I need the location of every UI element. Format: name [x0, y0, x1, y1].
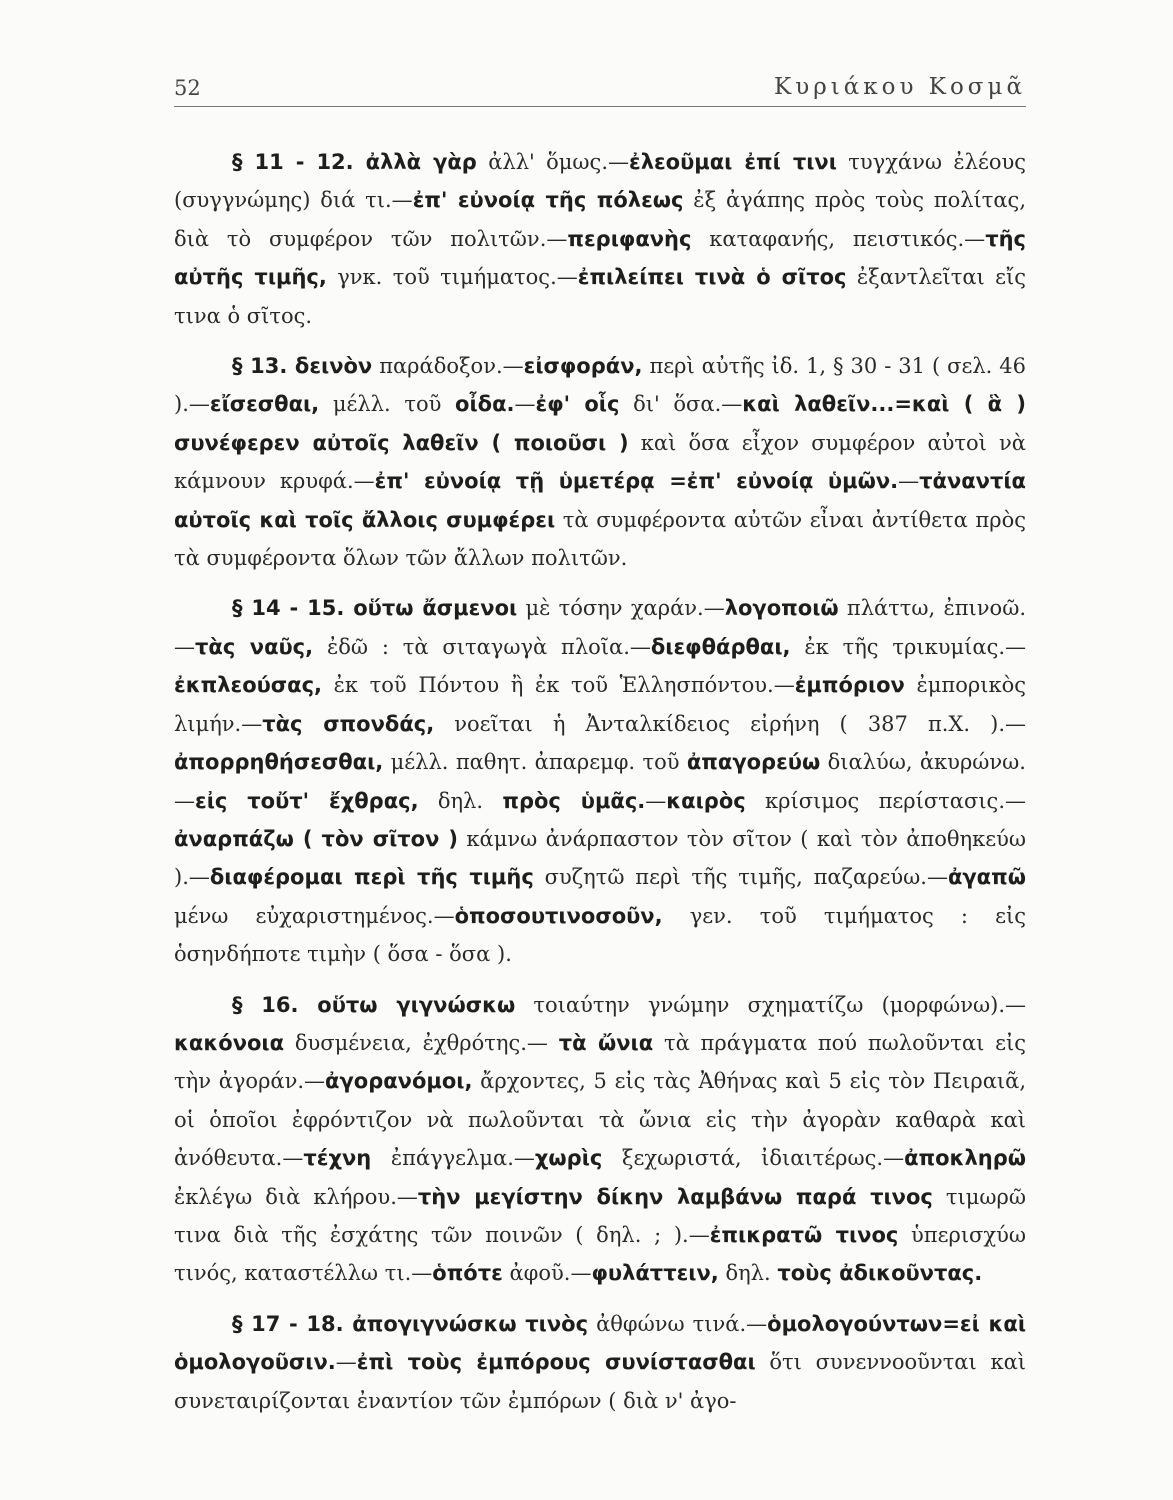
gloss-text: περὶ αὐτῆς ἰδ. 1, § 30 - 31 ( σελ. 46 ).—	[174, 354, 1026, 417]
gloss-text: συζητῶ περὶ τῆς τιμῆς, παζαρεύω.—	[533, 865, 948, 890]
gloss-text: καὶ ὅσα εἶχον συμφέρον αὐτοὶ νὰ κάμνουν κρυφά.—	[174, 430, 1026, 494]
lemma-term: ἐπ' εὐνοίᾳ τῆς πόλεως	[412, 188, 684, 213]
lemma-term: τοὺς ἀδικοῦντας.	[777, 1261, 983, 1286]
gloss-text: τὰ πράγματα πού πωλοῦνται εἰς τὴν ἀγοράν.—	[174, 1030, 1026, 1094]
gloss-text: ἐξ ἀγάπης πρὸς τοὺς πολίτας, διὰ τὸ συμφέρον τῶν πολιτῶν.—	[174, 188, 1026, 251]
commentary-paragraph	[174, 347, 1026, 577]
page-number: 52	[174, 76, 201, 100]
lemma-term: § 13. δεινὸν	[232, 354, 373, 379]
gloss-text: κρίσιμος περίστασις.—	[745, 788, 1026, 813]
lemma-term: τὰ ὤνια	[558, 1030, 654, 1055]
lemma-term: πρὸς ὑμᾶς.	[502, 788, 646, 813]
gloss-text: ἐδῶ : τὰ σιταγωγὰ πλοῖα.—	[313, 634, 651, 659]
gloss-text: νοεῖται ἡ Ἀνταλκίδειος εἰρήνη ( 387 π.Χ. ).—	[434, 711, 1026, 736]
lemma-term: τῆς αὐτῆς τιμῆς,	[174, 226, 1026, 290]
lemma-term: ἀναρπάζω ( τὸν σῖτον )	[174, 826, 459, 851]
gloss-text: γεν. τοῦ τιμήματος : εἰς ὁσηνδήποτε τιμὴν ( ὅσα - ὅσα ).	[174, 903, 1026, 967]
gloss-text: δι' ὅσα.—	[619, 392, 743, 417]
commentary-paragraph	[174, 143, 1026, 335]
gloss-text: διαλύω, ἀκυρώνω.—	[174, 750, 1026, 813]
gloss-text: —	[645, 788, 667, 813]
lemma-term: οἶδα.	[455, 392, 515, 417]
gloss-text: ἐξαντλεῖται εἴς τινα ὁ σῖτος.	[174, 265, 1026, 328]
lemma-term: ἀποκληρῶ	[904, 1146, 1026, 1171]
lemma-term: § 11 - 12. ἀλλὰ γὰρ	[232, 150, 477, 174]
lemma-term: § 14 - 15. οὕτω ἄσμενοι	[232, 596, 518, 621]
lemma-term: τὰς ναῦς,	[195, 634, 314, 659]
gloss-text: μέλλ. παθητ. ἀπαρεμφ. τοῦ	[383, 750, 687, 775]
page-header	[174, 72, 1026, 107]
lemma-term: τἀναντία αὐτοῖς καὶ τοῖς ἄλλοις συμφέρει	[174, 469, 1026, 532]
gloss-text: —	[335, 1350, 357, 1375]
gloss-text: ξεχωριστά, ἰδιαιτέρως.—	[602, 1146, 905, 1171]
lemma-term: ἀγαπῶ	[947, 865, 1026, 890]
lemma-term: ἐλεοῦμαι ἐπί τινι	[629, 150, 837, 174]
gloss-text: ἐπάγγελμα.—	[371, 1146, 535, 1171]
gloss-text: ἐκλέγω διὰ κλήρου.—	[174, 1184, 418, 1209]
lemma-term: ὁποσουτινοσοῦν,	[454, 903, 663, 928]
lemma-term: § 17 - 18. ἀπογιγνώσκω τινὸς	[232, 1311, 589, 1336]
lemma-term: ἐπὶ τοὺς ἐμπόρους συνίστασθαι	[356, 1350, 756, 1375]
gloss-text: ὑπερισχύω τινός, καταστέλλω τι.—	[174, 1222, 1026, 1286]
lemma-term: κακόνοια	[174, 1030, 285, 1055]
gloss-text: καταφανής, πειστικός.—	[691, 226, 986, 251]
gloss-text: πλάττω, ἐπινοῶ.—	[174, 596, 1026, 659]
lemma-term: ἐπικρατῶ τινος	[709, 1222, 899, 1247]
gloss-text: παράδοξον.—	[372, 354, 524, 379]
gloss-text: ἀλλ' ὅμως.—	[476, 150, 629, 174]
lemma-term: τέχνη	[303, 1146, 372, 1171]
gloss-text: ἄρχοντες, 5 εἰς τὰς Ἀθήνας καὶ 5 εἰς τὸν Πειραιᾶ, οἱ ὁποῖοι ἐφρόντιζον νὰ πωλοῦνται τὰ ὤνια εἰς τὴν ἀγορὰν καθαρὰ καὶ ἀνόθευτα.—	[174, 1069, 1027, 1171]
lemma-term: ἐκπλεούσας,	[174, 673, 323, 698]
gloss-text: τυγχάνω ἐλέους (συγγνώμης) διά τι.—	[174, 150, 1026, 213]
gloss-text: δηλ.	[718, 1261, 778, 1286]
lemma-term: ἐπ' εὐνοίᾳ τῇ ὑμετέρᾳ =ἐπ' εὐνοίᾳ ὑμῶν.	[374, 469, 899, 494]
lemma-term: τὴν μεγίστην δίκην λαμβάνω παρά τινος	[417, 1184, 933, 1209]
gloss-text: τοιαύτην γνώμην σχηματίζω (μορφώνω).—	[515, 992, 1026, 1017]
lemma-term: διεφθάρθαι,	[650, 634, 791, 659]
lemma-term: εἴσεσθαι,	[209, 392, 320, 417]
lemma-term: ἀγορανόμοι,	[325, 1069, 473, 1094]
commentary-body	[174, 143, 1026, 1432]
lemma-term: λογοποιῶ	[724, 596, 839, 621]
lemma-term: εἰσφοράν,	[523, 354, 643, 379]
lemma-term: χωρὶς	[534, 1146, 603, 1171]
lemma-term: τὰς σπονδάς,	[262, 711, 435, 736]
lemma-term: ἀπορρηθήσεσθαι,	[174, 750, 384, 775]
gloss-text: ἀφοῦ.—	[502, 1261, 592, 1286]
gloss-text: γνκ. τοῦ τιμήματος.—	[326, 265, 578, 290]
lemma-term: περιφανὴς	[567, 226, 692, 251]
commentary-paragraph	[174, 1305, 1026, 1420]
lemma-term: ἀπαγορεύω	[686, 750, 821, 775]
gloss-text: δηλ.	[418, 788, 503, 813]
lemma-term: ἐπιλείπει τινὰ ὁ σῖτος	[577, 265, 847, 290]
lemma-term: ἐμπόριον	[794, 673, 905, 698]
gloss-text: —	[898, 469, 920, 494]
gloss-text: ἐμπορικὸς λιμήν.—	[174, 673, 1026, 736]
commentary-paragraph	[174, 986, 1026, 1293]
lemma-term: διαφέρομαι περὶ τῆς τιμῆς	[209, 865, 534, 890]
lemma-term: φυλάττειν,	[591, 1261, 719, 1286]
gloss-text: κάμνω ἀνάρπαστον τὸν σῖτον ( καὶ τὸν ἀποθηκεύω ).—	[174, 826, 1026, 890]
gloss-text: μένω εὐχαριστημένος.—	[174, 903, 455, 928]
lemma-term: εἰς τοὔτ' ἔχθρας,	[195, 788, 419, 813]
gloss-text: μὲ τόσην χαράν.—	[517, 596, 725, 621]
lemma-term: § 16. οὕτω γιγνώσκω	[232, 992, 516, 1017]
gloss-text: τιμωρῶ τινα διὰ τῆς ἐσχάτης τῶν ποινῶν ( δηλ. ; ).—	[174, 1184, 1026, 1247]
gloss-text: —	[514, 392, 536, 417]
gloss-text: ὅτι συνεννοοῦνται καὶ συνεταιρίζονται ἐναντίον τῶν ἐμπόρων ( διὰ ν' ἀγο-	[174, 1350, 1026, 1413]
lemma-term: καιρὸς	[666, 788, 746, 813]
gloss-text: ἐκ τοῦ Πόντου ἢ ἐκ τοῦ Ἑλλησπόντου.—	[322, 673, 795, 698]
gloss-text: ἀθφώνω τινά.—	[588, 1311, 768, 1336]
gloss-text: τὰ συμφέροντα αὐτῶν εἶναι ἀντίθετα πρὸς τὰ συμφέροντα ὅλων τῶν ἄλλων πολιτῶν.	[174, 507, 1026, 571]
lemma-term: ὁμολογούντων=εἰ καὶ ὁμολογοῦσιν.	[174, 1311, 1026, 1375]
lemma-term: καὶ λαθεῖν...=καὶ ( ἃ ) συνέφερεν αὐτοῖς λαθεῖν ( ποιοῦσι )	[174, 392, 1027, 455]
gloss-text: ἐκ τῆς τρικυμίας.—	[790, 634, 1026, 659]
lemma-term: ἐφ' οἷς	[535, 392, 620, 417]
lemma-term: ὁπότε	[432, 1261, 503, 1286]
gloss-text: δυσμένεια, ἐχθρότης.—	[284, 1030, 559, 1055]
gloss-text: μέλλ. τοῦ	[319, 392, 456, 417]
commentary-paragraph	[174, 589, 1026, 973]
running-head: Κυριάκου Κοσμᾶ	[774, 74, 1026, 100]
